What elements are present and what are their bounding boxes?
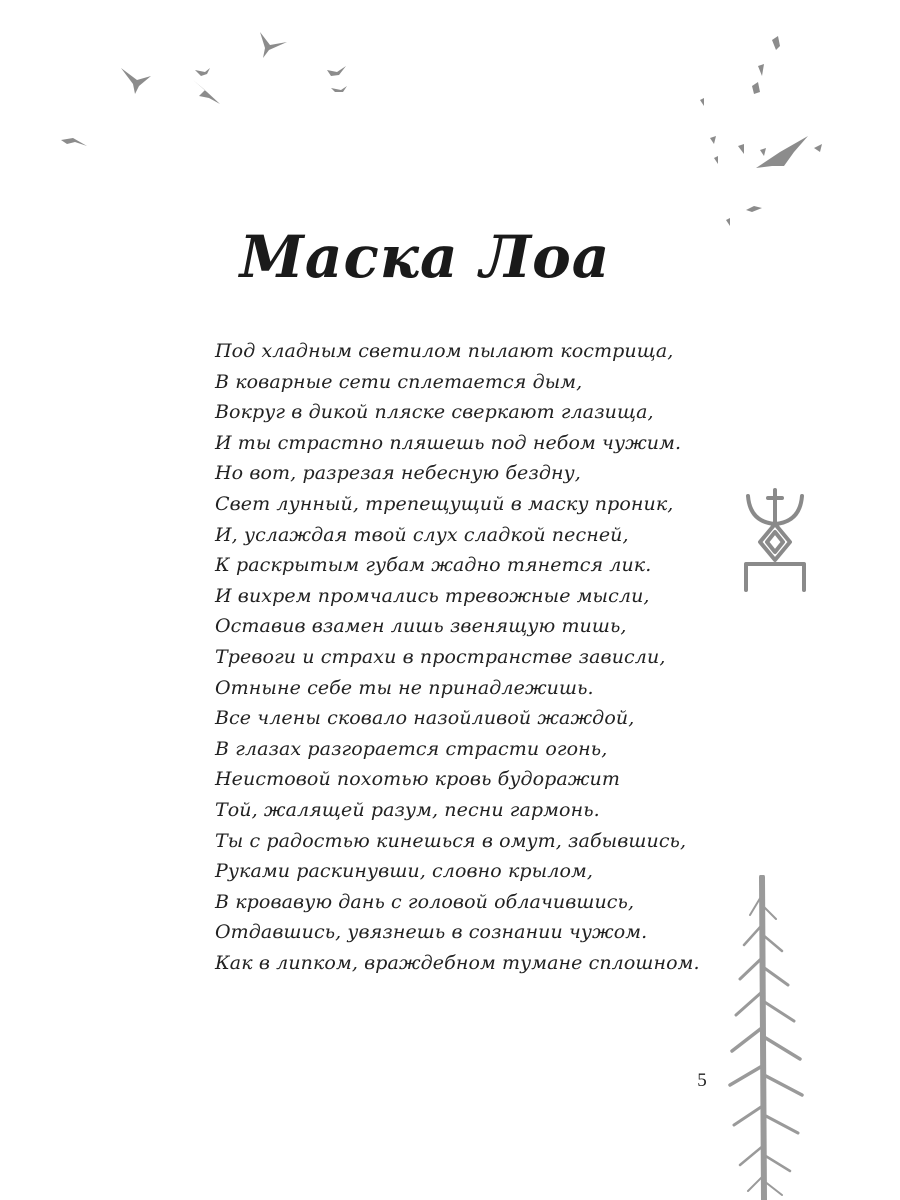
poem-line: Но вот, разрезая небесную бездну, bbox=[215, 462, 581, 485]
dead-tree-icon bbox=[720, 875, 810, 1200]
poem-line: Свет лунный, трепещущий в маску проник, bbox=[215, 492, 674, 515]
poem-line: Руками раскинувши, словно крылом, bbox=[215, 860, 593, 883]
birds-flock-icon bbox=[55, 20, 375, 160]
page-title: Маска Лоа bbox=[239, 222, 611, 291]
poem-line: Неистовой похотью кровь будоражит bbox=[215, 768, 621, 791]
poem-line: Под хладным светилом пылают кострища, bbox=[215, 340, 674, 362]
poem-line: Отдавшись, увязнешь в сознании чужом. bbox=[215, 921, 648, 944]
birds-flock-icon bbox=[690, 30, 840, 240]
poem-line: В глазах разгорается страсти огонь, bbox=[215, 737, 608, 760]
page-number: 5 bbox=[697, 1070, 707, 1091]
poem-line: Вокруг в дикой пляске сверкают глазища, bbox=[215, 401, 654, 424]
poem-body bbox=[215, 336, 700, 978]
poem-line: Как в липком, враждебном тумане сплошном. bbox=[215, 951, 700, 974]
poem-line: Ты с радостью кинешься в омут, забывшись, bbox=[215, 829, 687, 852]
poem-line: В кровавую дань с головой облачившись, bbox=[215, 890, 635, 913]
poem-line: В коварные сети сплетается дым, bbox=[215, 370, 583, 393]
poem-line: Тревоги и страхи в пространстве зависли, bbox=[215, 645, 666, 668]
veve-symbol-icon bbox=[740, 486, 810, 596]
poem-line: Отныне себе ты не принадлежишь. bbox=[215, 676, 594, 699]
poem-line: И, услаждая твой слух сладкой песней, bbox=[215, 523, 629, 546]
poem-line: И вихрем промчались тревожные мысли, bbox=[215, 584, 650, 607]
poem-line: Оставив взамен лишь звенящую тишь, bbox=[215, 615, 627, 638]
poem-line: Все члены сковало назойливой жаждой, bbox=[215, 707, 635, 730]
poem-line: К раскрытым губам жадно тянется лик. bbox=[215, 554, 652, 577]
poem-line: Той, жалящей разум, песни гармонь. bbox=[215, 798, 600, 821]
poem-line: И ты страстно пляшешь под небом чужим. bbox=[215, 431, 682, 454]
